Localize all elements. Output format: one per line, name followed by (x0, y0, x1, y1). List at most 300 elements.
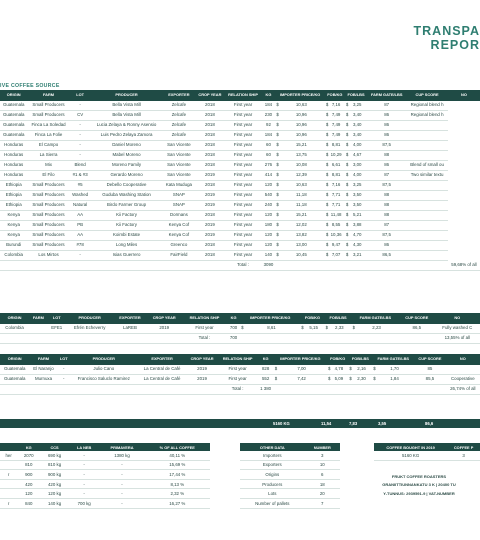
table-cell (327, 375, 348, 385)
column-header: KG (258, 354, 274, 365)
table-cell: Koimbi Estate (91, 231, 163, 241)
total-note: 26,74% of all (446, 385, 480, 395)
table-cell (345, 211, 367, 221)
table-cell: First year (225, 231, 262, 241)
table-cell: 184 (262, 101, 276, 111)
table-cell: Mabel Moreno (91, 151, 163, 161)
header-row (240, 443, 340, 451)
coffee-bought-value: 5160 KG (374, 451, 447, 460)
table-cell: Ethiopia (0, 191, 27, 201)
table-row (0, 191, 480, 201)
table-cell: Kata Muduga (162, 181, 195, 191)
table-cell (275, 241, 325, 251)
currency-sign: $ (345, 142, 349, 148)
report-title (414, 24, 480, 52)
price-value: 12,39 (295, 172, 307, 178)
table-cell: First year (225, 161, 262, 171)
table-cell: 810 kg (40, 460, 69, 470)
table-cell: Zelcafe (162, 111, 195, 121)
table-cell: 10 (305, 460, 340, 470)
table-cell: 88 (367, 201, 406, 211)
currency-sign: $ (345, 132, 349, 138)
table-cell: Kii Factory (91, 211, 163, 221)
table-cell: 15,69 % (145, 460, 210, 470)
table-row (0, 241, 480, 251)
table-cell (345, 141, 367, 151)
table-cell: 120 (262, 241, 276, 251)
currency-sign: $ (325, 102, 329, 108)
price-value: 3,25 (352, 102, 362, 108)
table-cell: Los Mirtos (27, 251, 69, 261)
table-cell: 120 (262, 211, 276, 221)
table-row (240, 479, 340, 489)
table-cell: 2019 (195, 221, 224, 231)
table-cell (406, 121, 448, 131)
table-cell: Importers (240, 451, 305, 460)
table-row (0, 131, 480, 141)
table-cell (325, 151, 345, 161)
table-cell: Kenya (0, 221, 27, 231)
price-value: 2,30 (357, 376, 366, 382)
table-cell: 420 (17, 479, 40, 489)
table-cell: Debello Cooperative (91, 181, 163, 191)
currency-sign: $ (325, 142, 329, 148)
table-cell: CV (70, 111, 91, 121)
table-cell: 2019 (147, 324, 182, 334)
currency-sign: $ (325, 192, 329, 198)
table-cell (325, 191, 345, 201)
table-cell: 184 (262, 131, 276, 141)
table-cell: 86 (367, 241, 406, 251)
table-cell (345, 241, 367, 251)
table-cell: #5 (70, 181, 91, 191)
currency-sign: $ (274, 376, 278, 382)
table-cell: 120 (262, 231, 276, 241)
header-row (0, 313, 480, 324)
column-header: FOB/KG (325, 90, 345, 101)
table-cell (345, 161, 367, 171)
table-cell: El Naranjo (29, 365, 57, 375)
column-header: PRODUCER (66, 313, 113, 324)
table-cell (325, 324, 352, 334)
summary-kg: 5160 KG (273, 421, 290, 426)
table-cell: First year (225, 191, 262, 201)
price-value: 3,25 (352, 182, 362, 188)
price-value: 3,50 (352, 202, 362, 208)
table-cell (325, 181, 345, 191)
table-cell: - (70, 101, 91, 111)
table-row (0, 181, 480, 191)
table-row (240, 470, 340, 480)
table-cell: 828 (258, 365, 274, 375)
column-header: FOB/LBS (345, 90, 367, 101)
currency-sign: $ (325, 252, 329, 258)
table-cell (275, 131, 325, 141)
column-header: ORIGIN (0, 313, 29, 324)
column-header: IMPORTER PRICE/KG (275, 90, 325, 101)
price-value: 5,09 (334, 376, 344, 382)
currency-sign: $ (345, 192, 349, 198)
table-cell: 88 (367, 211, 406, 221)
table-row (0, 460, 210, 470)
currency-sign: $ (276, 232, 279, 238)
table-cell (325, 211, 345, 221)
coop-coffee-table (0, 354, 480, 395)
table-cell: First year (182, 324, 227, 334)
table-cell: First year (225, 241, 262, 251)
table-cell (275, 111, 325, 121)
table-cell: 2,32 % (145, 489, 210, 499)
table-cell: 2018 (195, 241, 224, 251)
table-cell: Mix (27, 161, 69, 171)
table-row (0, 375, 480, 385)
currency-sign: $ (325, 132, 329, 138)
currency-sign: $ (352, 325, 356, 331)
table-cell (0, 460, 17, 470)
total-note: 13,55% of all (435, 334, 480, 344)
currency-sign: $ (345, 102, 349, 108)
price-value: 10,63 (295, 102, 307, 108)
table-cell: AA (70, 211, 91, 221)
currency-sign: $ (276, 102, 279, 108)
table-cell: - (58, 365, 70, 375)
table-row (0, 231, 480, 241)
price-value: 4,67 (352, 152, 362, 158)
table-cell: 420 kg (40, 479, 69, 489)
currency-sign: $ (345, 252, 349, 258)
table-cell: Regional blend h (406, 111, 448, 121)
table-cell: 2018 (195, 181, 224, 191)
table-cell: Producers (240, 479, 305, 489)
table-cell (372, 375, 414, 385)
table-cell: 87,5 (367, 231, 406, 241)
table-cell: - (69, 470, 100, 480)
table-cell: First year (225, 151, 262, 161)
currency-sign: $ (274, 366, 278, 372)
coffee-by-importer-table (0, 443, 210, 509)
price-value: 3,88 (352, 222, 362, 228)
table-cell (345, 101, 367, 111)
table-cell: 92 (262, 121, 276, 131)
table-cell: First year (225, 141, 262, 151)
table-cell: Natural (70, 201, 91, 211)
price-value: 7,49 (331, 132, 341, 138)
table-cell: 86 (367, 111, 406, 121)
currency-sign: $ (345, 222, 349, 228)
table-row (0, 111, 480, 121)
price-value: 4,70 (352, 232, 362, 238)
table-row (0, 151, 480, 161)
table-cell: First year (225, 121, 262, 131)
price-value: 11,18 (295, 202, 307, 208)
table-cell: FairField (162, 251, 195, 261)
table-cell: Small Producers (27, 231, 69, 241)
table-cell: Zelcafe (162, 131, 195, 141)
table-cell: Guatemala (0, 101, 27, 111)
currency-sign: $ (345, 122, 349, 128)
currency-sign: $ (325, 232, 329, 238)
currency-sign: $ (276, 222, 279, 228)
table-cell: 86 (367, 131, 406, 141)
price-value: 3,00 (352, 162, 362, 168)
table-cell: Small Producers (27, 241, 69, 251)
price-value: 2,33 (335, 325, 344, 331)
table-cell: 88 (367, 151, 406, 161)
currency-sign: $ (345, 172, 349, 178)
table-cell: Small Producers (27, 201, 69, 211)
price-value: 11,48 (330, 212, 342, 218)
currency-sign: $ (345, 152, 349, 158)
table-cell: 2018 (195, 211, 224, 221)
table-cell: San Vicente (162, 171, 195, 181)
table-cell: 2070 (17, 451, 40, 460)
table-cell: First year (225, 131, 262, 141)
table-cell (29, 324, 47, 334)
coffee-bought-table (374, 443, 480, 461)
table-cell: First year (225, 251, 262, 261)
table-cell (325, 101, 345, 111)
summary-bar (0, 419, 480, 428)
table-cell: - (58, 375, 70, 385)
currency-sign: $ (276, 172, 279, 178)
price-value: 10,36 (330, 232, 342, 238)
table-cell: 2019 (195, 191, 224, 201)
price-value: 4,00 (352, 172, 362, 178)
table-cell: 120 (262, 181, 276, 191)
table-cell: First year (225, 111, 262, 121)
total-label: Total : (225, 261, 262, 271)
table-cell (406, 181, 448, 191)
table-cell: Kenya Cof (162, 231, 195, 241)
table-cell: Two similar textu (406, 171, 448, 181)
column-header: FOB/KG (300, 313, 324, 324)
price-value: 5,21 (352, 212, 362, 218)
table-cell: 700 (227, 324, 240, 334)
currency-sign: $ (345, 162, 349, 168)
currency-sign: $ (276, 242, 279, 248)
currency-sign: $ (325, 242, 329, 248)
table-cell: Zelcafe (162, 121, 195, 131)
table-cell (275, 251, 325, 261)
table-cell: Guatemala (0, 121, 27, 131)
table-cell (406, 141, 448, 151)
table-cell (406, 201, 448, 211)
table-cell: 2018 (195, 111, 224, 121)
table-row (0, 171, 480, 181)
table-cell (446, 365, 480, 375)
table-cell (345, 111, 367, 121)
price-value: 10,96 (295, 132, 307, 138)
column-header: FARM GATE/LBS (352, 313, 399, 324)
table-cell: 2018 (195, 141, 224, 151)
table-cell: Washed (70, 191, 91, 201)
table-cell: Exporters (240, 460, 305, 470)
column-header: FARM GATE/LBS (367, 90, 406, 101)
column-header: NO (446, 354, 480, 365)
currency-sign: $ (241, 325, 244, 331)
price-value: 4,30 (352, 242, 362, 248)
price-value: 7,07 (331, 252, 341, 258)
table-cell: 120 kg (40, 489, 69, 499)
total-row (0, 261, 480, 271)
table-cell: 40,11 % (145, 451, 210, 460)
table-row (0, 221, 480, 231)
total-row (0, 334, 480, 344)
price-value: 5,15 (309, 325, 318, 331)
table-cell: - (69, 451, 100, 460)
table-cell: Guatemala (0, 375, 29, 385)
currency-sign: $ (325, 152, 329, 158)
table-cell: Bella Vista Mill (91, 101, 163, 111)
table-cell: Honduras (0, 151, 27, 161)
table-cell: - (99, 460, 144, 470)
table-cell (345, 121, 367, 131)
table-cell: 16,27 % (145, 498, 210, 508)
table-cell: Francisco Saluclo Ramirez (70, 375, 138, 385)
column-header: KG (17, 443, 40, 451)
table-cell: 17,44 % (145, 470, 210, 480)
price-value: 3,40 (352, 112, 362, 118)
table-cell: 2019 (195, 231, 224, 241)
table-cell: Gerardo Moreno (91, 171, 163, 181)
price-value: 8,81 (331, 172, 341, 178)
other-data-title: OTHER DATA (240, 443, 305, 451)
price-value: 7,42 (297, 376, 306, 382)
total-label: Total : (218, 385, 258, 395)
table-cell: Guatemala (0, 111, 27, 121)
table-row (0, 211, 480, 221)
currency-sign: $ (345, 232, 349, 238)
table-cell (275, 221, 325, 231)
price-value: 3,50 (352, 192, 362, 198)
column-header: NO (448, 90, 480, 101)
table-cell: Zelcafe (162, 101, 195, 111)
table-cell: Isias Guerrero (91, 251, 163, 261)
table-cell: Burundi (0, 241, 27, 251)
total-kg: 700 (227, 334, 240, 344)
table-row (0, 498, 210, 508)
table-cell: - (70, 131, 91, 141)
table-cell (348, 365, 372, 375)
table-cell: Finca La Soledad (27, 121, 69, 131)
currency-sign: $ (276, 122, 279, 128)
table-cell: her (0, 451, 17, 460)
price-value: 8,61 (267, 325, 276, 331)
column-header: PRODUCER (70, 354, 138, 365)
currency-sign: $ (325, 222, 329, 228)
table-cell: Dormans (162, 211, 195, 221)
table-row (0, 101, 480, 111)
table-cell: 86 (367, 161, 406, 171)
table-cell (275, 211, 325, 221)
table-cell: 86 (367, 121, 406, 131)
table-cell (300, 324, 324, 334)
currency-sign: $ (327, 376, 331, 382)
table-cell: Small Producers (27, 221, 69, 231)
table-cell: First year (218, 375, 258, 385)
table-cell (348, 375, 372, 385)
currency-sign: $ (276, 112, 279, 118)
table-cell: La Central de Café (138, 375, 187, 385)
table-cell: Lucia Zelaya & Ronny Asensio (91, 121, 163, 131)
header-row (0, 443, 210, 451)
section-title: IVE COFFEE SOURCE (0, 83, 60, 89)
table-cell: 85,5 (414, 375, 445, 385)
price-value: 1,70 (390, 366, 399, 372)
currency-sign: $ (276, 252, 279, 258)
table-cell (345, 181, 367, 191)
summary-gate: 3,55 (378, 421, 387, 426)
table-cell: Honduras (0, 161, 27, 171)
table-cell (325, 241, 345, 251)
table-cell: Number of pallets (240, 498, 305, 508)
currency-sign: $ (301, 325, 304, 331)
table-row (0, 365, 480, 375)
summary-cup: 86,6 (425, 421, 434, 426)
table-cell: 88 (367, 191, 406, 201)
price-value: 7,00 (297, 366, 306, 372)
currency-sign: $ (276, 152, 279, 158)
table-cell: Blend of small ou (406, 161, 448, 171)
currency-sign: $ (349, 376, 352, 382)
table-cell: Small Producers (27, 181, 69, 191)
table-cell (275, 101, 325, 111)
table-cell (345, 231, 367, 241)
currency-sign: $ (325, 202, 329, 208)
coffee-bought-title: COFFEE BOUGHT IN 2019 (374, 443, 447, 451)
currency-sign: $ (345, 112, 349, 118)
table-cell: 18 (305, 479, 340, 489)
table-cell: 414 (262, 171, 276, 181)
table-cell (406, 211, 448, 221)
column-header: EXPORTER (138, 354, 187, 365)
table-cell: La Central de Café (138, 365, 187, 375)
table-cell (275, 171, 325, 181)
table-row (0, 324, 480, 334)
table-cell: 3 (305, 451, 340, 460)
direct-coffee-table (0, 313, 480, 344)
currency-sign: $ (276, 192, 279, 198)
table-cell: La Sierra (27, 151, 69, 161)
currency-sign: $ (325, 172, 329, 178)
currency-sign: $ (373, 376, 376, 382)
table-cell: Honduras (0, 141, 27, 151)
table-cell (325, 171, 345, 181)
table-cell: San Vicente (162, 151, 195, 161)
table-cell: Small Producers (27, 111, 69, 121)
price-value: 10,45 (295, 252, 307, 258)
summary-fob: 7,83 (349, 421, 358, 426)
table-cell (0, 489, 17, 499)
price-value: 13,00 (295, 242, 307, 248)
currency-sign: $ (349, 366, 352, 372)
table-cell: Cooperative (446, 375, 480, 385)
table-cell (325, 201, 345, 211)
column-header: LA NEB (69, 443, 100, 451)
table-cell (325, 131, 345, 141)
table-cell (345, 221, 367, 231)
table-cell: Honduras (0, 171, 27, 181)
table-cell: 2018 (195, 251, 224, 261)
table-cell (275, 121, 325, 131)
table-cell: 2019 (186, 375, 217, 385)
table-cell: 840 (17, 498, 40, 508)
table-cell (327, 365, 348, 375)
table-cell (275, 191, 325, 201)
table-cell: 87,5 (367, 181, 406, 191)
company-name: FRUKT COFFEE ROASTERS (391, 474, 447, 479)
table-cell: 120 (17, 489, 40, 499)
